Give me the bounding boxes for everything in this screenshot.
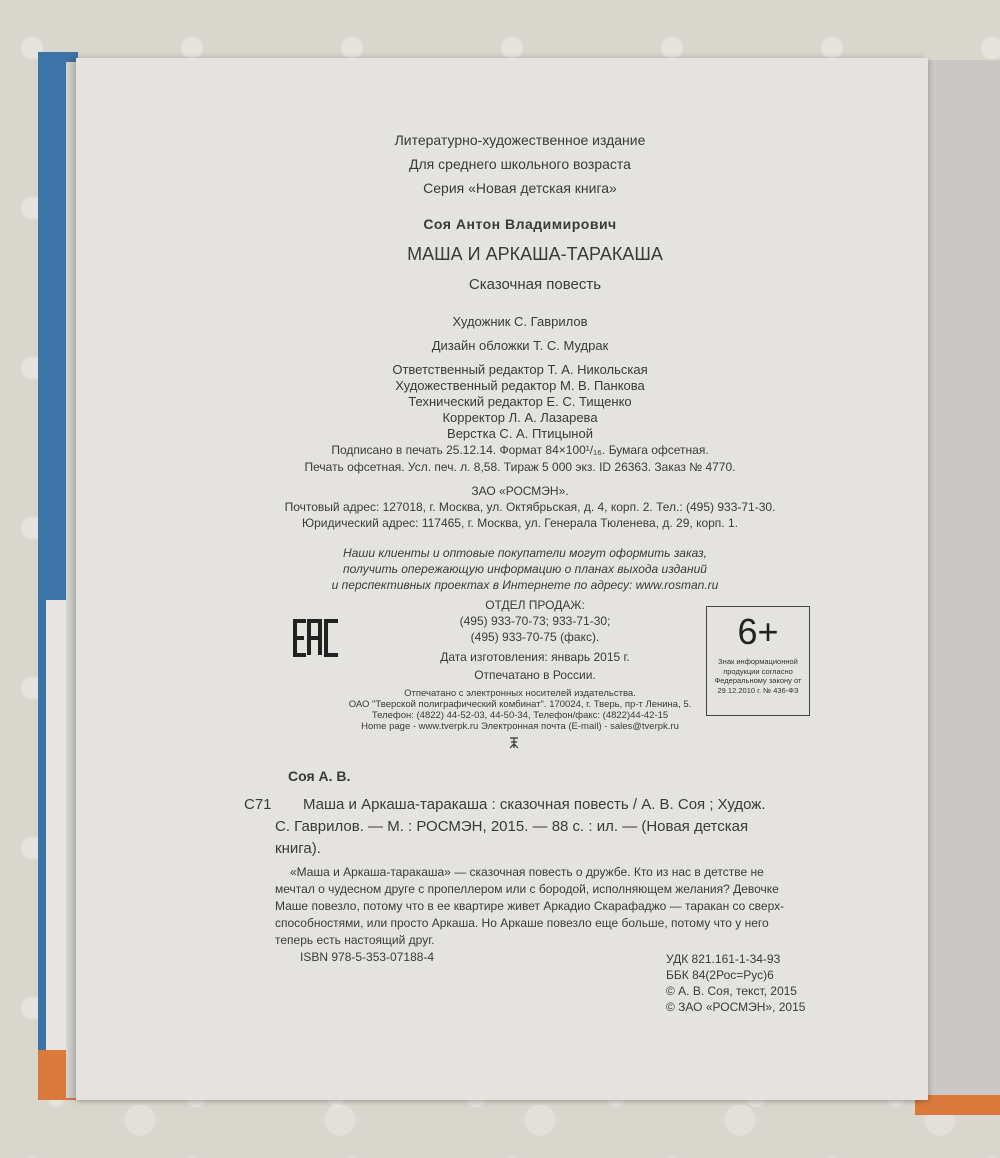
author-full-name: Соя Антон Владимирович [423,216,617,232]
age-rating-note: Знак информационной продукции согласно Федеральному закону от 29.12.2010 г. № 436-ФЗ [714,657,802,695]
credit-line: Верстка С. А. Птицыной [447,426,593,441]
printed-in: Отпечатано в России. [474,668,596,682]
annotation-line: «Маша и Аркаша-таракаша» — сказочная повесть о дружбе. Кто из нас в детстве не [290,865,764,879]
opposite-page [920,60,1000,1110]
printer-info-line: Home page - www.tverpk.ru Электронная почта (E-mail) - sales@tverpk.ru [361,721,679,732]
copyright-publisher: © ЗАО «РОСМЭН», 2015 [666,1000,806,1014]
clients-notice-line: получить опережающую информацию о планах выхода изданий [343,562,707,576]
sales-phone-line: (495) 933-70-73; 933-71-30; [459,614,611,628]
age-rating-value: 6+ [737,611,779,652]
sales-department-title: ОТДЕЛ ПРОДАЖ: [485,598,585,612]
credit-line: Технический редактор Е. С. Тищенко [408,394,632,409]
annotation-line: теперь есть настоящий друг. [275,933,435,947]
edition-type: Литературно-художественное издание [394,132,646,148]
credit-line: Художественный редактор М. В. Панкова [395,378,645,393]
print-info-line: Подписано в печать 25.12.14. Формат 84×100¹/₁₆. Бумага офсетная. [331,443,709,457]
clients-notice-line: и перспективных проектах в Интернете по адресу: www.rosman.ru [331,578,719,592]
annotation-line: способностями, или просто Аркаша. Но Аркаше повезло еще больше, потому что у него [275,916,769,930]
book-cover-strip [46,600,68,1050]
print-info-line: Печать офсетная. Усл. печ. л. 8,58. Тираж 5 000 экз. ID 26363. Заказ № 4770. [304,460,736,474]
annotation-line: мечтал о чудесном друге с пропеллером или с бородой, исполняющем желания? Девочке [275,882,779,896]
catalog-entry-line: книга). [275,840,321,857]
udk-code: УДК 821.161-1-34-93 [666,952,781,966]
isbn: ISBN 978-5-353-07188-4 [300,950,435,964]
printer-info-line: Отпечатано с электронных носителей издательства. [404,688,636,699]
clients-notice-line: Наши клиенты и оптовые покупатели могут оформить заказ, [343,546,707,560]
printer-info-line: ОАО "Тверской полиграфический комбинат". 170024, г. Тверь, пр-т Ленина, 5. [348,699,692,710]
manufacture-date: Дата изготовления: январь 2015 г. [440,650,630,664]
age-group: Для среднего школьного возраста [409,156,631,172]
catalog-entry-line: С. Гаврилов. — М. : РОСМЭН, 2015. — 88 с. : ил. — (Новая детская [275,818,749,835]
publisher-postal-address: Почтовый адрес: 127018, г. Москва, ул. Октябрьская, д. 4, корп. 2. Тел.: (495) 933-71-30. [284,500,776,514]
age-rating-box [706,606,810,716]
printer-info-line: Телефон: (4822) 44-52-03, 44-50-34, Телефон/факс: (4822)44-42-15 [371,710,669,721]
printer-logo-icon [508,736,520,750]
catalog-code: С71 [244,796,272,813]
series-name: Серия «Новая детская книга» [423,180,617,196]
credit-line: Ответственный редактор Т. А. Никольская [392,362,648,377]
cover-design-credit: Дизайн обложки Т. С. Мудрак [431,338,609,353]
catalog-entry-line: Маша и Аркаша-таракаша : сказочная повесть / А. В. Соя ; Худож. [303,796,766,813]
bbk-code: ББК 84(2Рос=Рус)6 [666,968,774,982]
copyright-text: © А. В. Соя, текст, 2015 [666,984,797,998]
book-title: МАША И АРКАША-ТАРАКАША [407,244,663,264]
publisher-name: ЗАО «РОСМЭН». [471,484,569,498]
eac-mark-icon [292,618,342,658]
artist-credit: Художник С. Гаврилов [452,314,588,329]
credit-line: Корректор Л. А. Лазарева [442,410,598,425]
book-subtitle: Сказочная повесть [468,276,602,293]
catalog-author: Соя А. В. [288,768,351,784]
publisher-legal-address: Юридический адрес: 117465, г. Москва, ул. Генерала Тюленева, д. 29, корп. 1. [302,516,738,530]
sales-phone-line: (495) 933-70-75 (факс). [470,630,600,644]
annotation-line: Маше повезло, потому что в ее квартире живет Аркадио Скарафаджо — таракан со сверх- [275,899,785,913]
